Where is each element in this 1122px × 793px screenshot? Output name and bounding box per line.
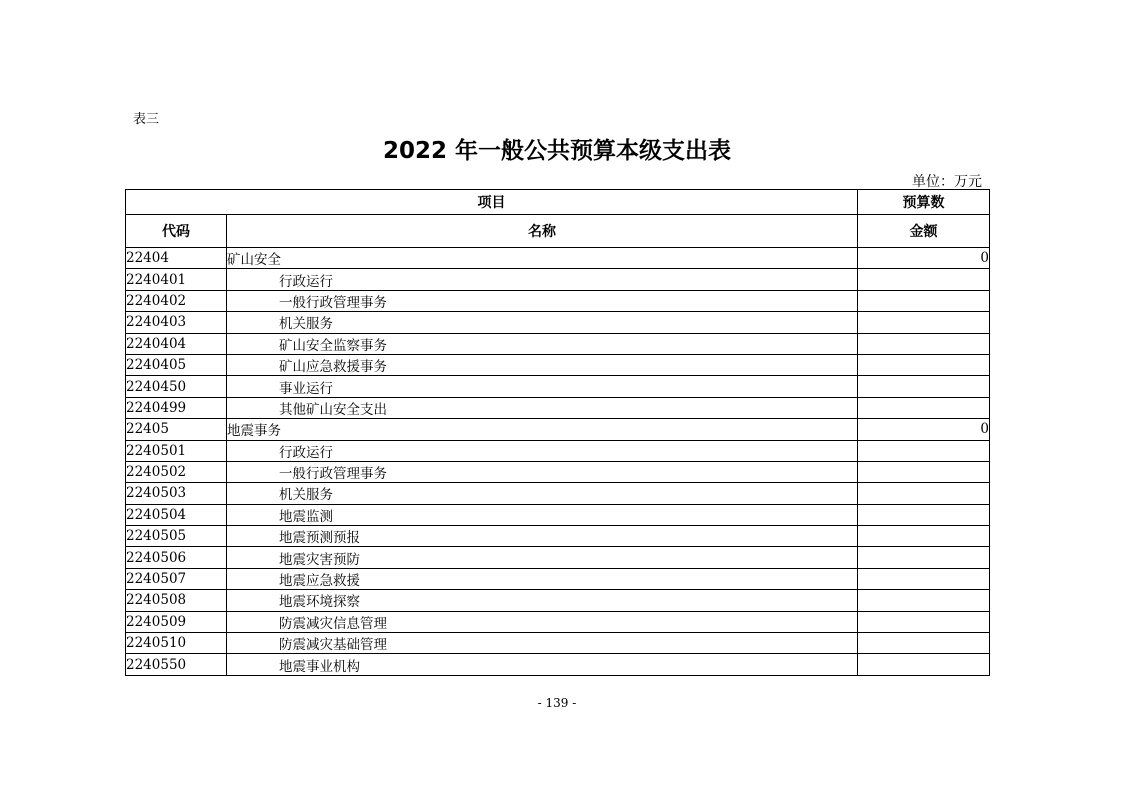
code-cell: 2240509 — [126, 611, 227, 632]
amount-cell — [858, 269, 990, 290]
table-row — [126, 397, 990, 418]
table-row — [126, 290, 990, 311]
code-cell: 2240503 — [126, 483, 227, 504]
code-cell: 2240450 — [126, 376, 227, 397]
code-cell: 22405 — [126, 419, 227, 440]
name-cell: 地震灾害预防 — [227, 547, 858, 568]
name-cell: 防震减灾信息管理 — [227, 611, 858, 632]
budget-table — [125, 189, 990, 676]
table-row — [126, 269, 990, 290]
code-cell: 2240507 — [126, 568, 227, 589]
amount-cell — [858, 547, 990, 568]
name-cell: 地震事务 — [227, 419, 858, 440]
code-cell: 2240502 — [126, 461, 227, 482]
amount-cell — [858, 376, 990, 397]
amount-cell: 0 — [858, 248, 990, 269]
name-cell: 地震事业机构 — [227, 654, 858, 675]
amount-cell — [858, 312, 990, 333]
table-label: 表三 — [133, 112, 160, 127]
code-cell: 2240506 — [126, 547, 227, 568]
table-header-row-columns — [126, 215, 990, 248]
amount-cell — [858, 504, 990, 525]
header-amount: 金额 — [858, 215, 990, 248]
code-cell: 2240401 — [126, 269, 227, 290]
table-row — [126, 590, 990, 611]
code-cell: 2240505 — [126, 526, 227, 547]
amount-cell — [858, 568, 990, 589]
name-cell: 地震监测 — [227, 504, 858, 525]
code-cell: 2240510 — [126, 633, 227, 654]
table-body — [126, 248, 990, 676]
amount-cell — [858, 611, 990, 632]
name-cell: 一般行政管理事务 — [227, 461, 858, 482]
page-title: 2022 年一般公共预算本级支出表 — [382, 138, 732, 164]
code-cell: 2240403 — [126, 312, 227, 333]
name-cell: 一般行政管理事务 — [227, 290, 858, 311]
amount-cell — [858, 397, 990, 418]
table-row — [126, 654, 990, 675]
code-cell: 2240501 — [126, 440, 227, 461]
table-row — [126, 440, 990, 461]
table-row — [126, 333, 990, 354]
name-cell: 矿山安全监察事务 — [227, 333, 858, 354]
amount-cell — [858, 654, 990, 675]
table-row — [126, 354, 990, 375]
table-row — [126, 376, 990, 397]
amount-cell — [858, 333, 990, 354]
name-cell: 其他矿山安全支出 — [227, 397, 858, 418]
page-number: - 139 - — [537, 696, 577, 710]
amount-cell — [858, 290, 990, 311]
name-cell: 地震预测预报 — [227, 526, 858, 547]
header-code: 代码 — [126, 215, 227, 248]
table-row — [126, 633, 990, 654]
name-cell: 矿山应急救援事务 — [227, 354, 858, 375]
name-cell: 机关服务 — [227, 312, 858, 333]
code-cell: 2240404 — [126, 333, 227, 354]
table-row — [126, 526, 990, 547]
name-cell: 地震环境探察 — [227, 590, 858, 611]
amount-cell — [858, 440, 990, 461]
amount-cell — [858, 354, 990, 375]
code-cell: 2240504 — [126, 504, 227, 525]
code-cell: 2240405 — [126, 354, 227, 375]
table-row — [126, 483, 990, 504]
amount-cell — [858, 633, 990, 654]
name-cell: 行政运行 — [227, 269, 858, 290]
table-row — [126, 248, 990, 269]
name-cell: 防震减灾基础管理 — [227, 633, 858, 654]
header-budget: 预算数 — [858, 190, 990, 215]
name-cell: 事业运行 — [227, 376, 858, 397]
name-cell: 机关服务 — [227, 483, 858, 504]
table-row — [126, 504, 990, 525]
amount-cell — [858, 590, 990, 611]
code-cell: 2240550 — [126, 654, 227, 675]
table-row — [126, 568, 990, 589]
amount-cell — [858, 461, 990, 482]
header-item: 项目 — [126, 190, 858, 215]
code-cell: 2240499 — [126, 397, 227, 418]
table-header-row-group — [126, 190, 990, 215]
unit-label: 单位：万元 — [912, 174, 982, 190]
table-row — [126, 461, 990, 482]
amount-cell — [858, 526, 990, 547]
code-cell: 2240508 — [126, 590, 227, 611]
name-cell: 地震应急救援 — [227, 568, 858, 589]
name-cell: 行政运行 — [227, 440, 858, 461]
code-cell: 22404 — [126, 248, 227, 269]
code-cell: 2240402 — [126, 290, 227, 311]
table-row — [126, 547, 990, 568]
table-row — [126, 419, 990, 440]
amount-cell: 0 — [858, 419, 990, 440]
header-name: 名称 — [227, 215, 858, 248]
amount-cell — [858, 483, 990, 504]
name-cell: 矿山安全 — [227, 248, 858, 269]
table-row — [126, 312, 990, 333]
table-row — [126, 611, 990, 632]
